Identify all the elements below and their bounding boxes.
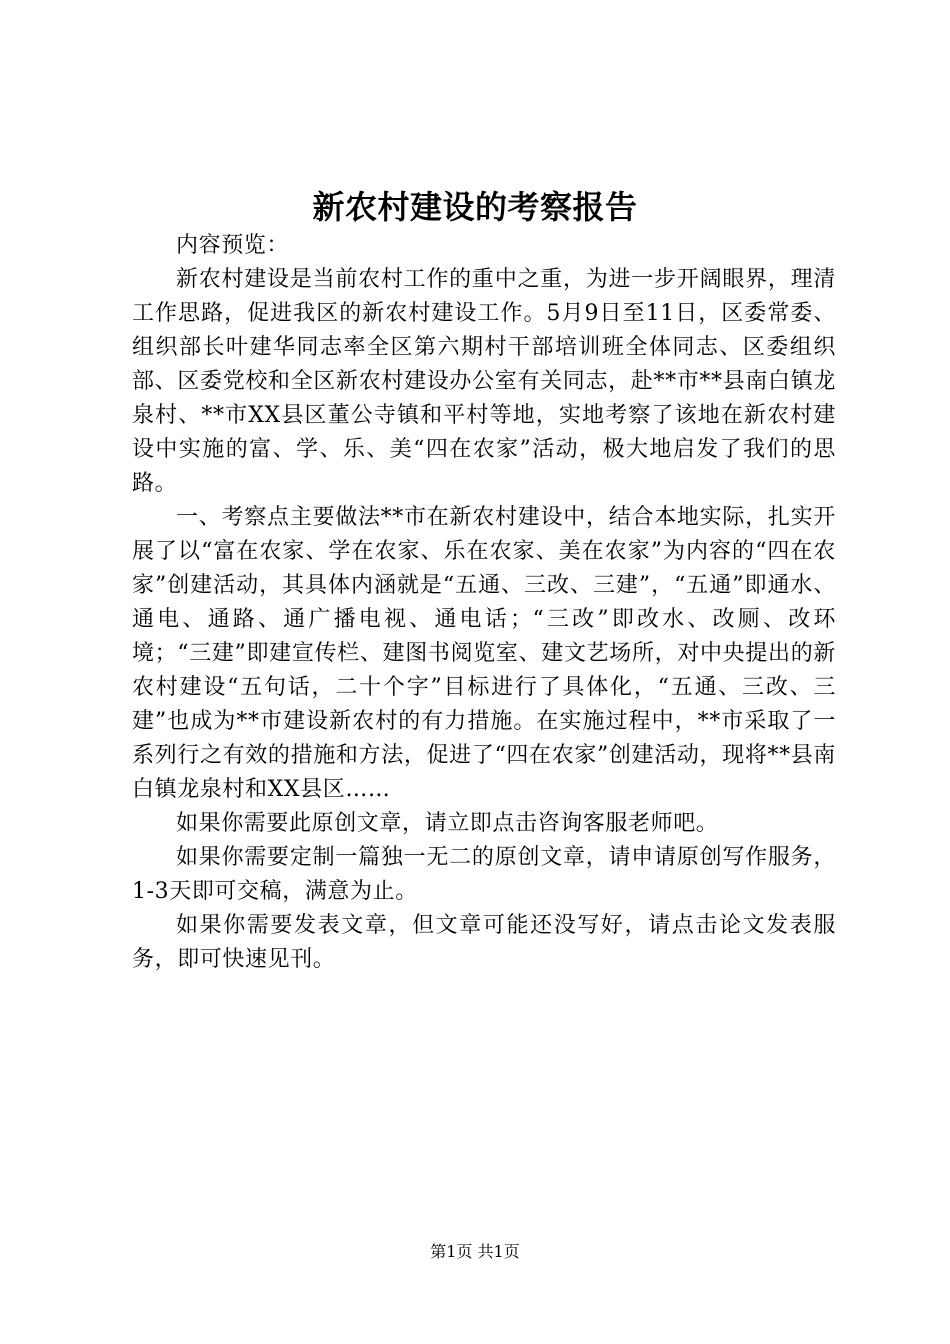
paragraph-publishing-cta: 如果你需要发表文章，但文章可能还没写好，请点击论文发表服务，即可快速见刊。 bbox=[132, 913, 836, 972]
page-number-footer: 第1页 共1页 bbox=[430, 1242, 520, 1261]
document-title: 新农村建设的考察报告 bbox=[312, 188, 638, 226]
paragraph-intro: 新农村建设是当前农村工作的重中之重，为进一步开阔眼界，理清工作思路，促进我区的新农村建设工作。5月9日至11日，区委常委、组织部长叶建华同志率全区第六期村干部培训班全体同志、区委组织部、区委党校和全区新农村建设办公室有关同志，赴**市**县南白镇龙泉村、**市XX县区董公寺镇和平村等地，实地考察了该地在新农村建设中实施的富、学、乐、美“四在农家”活动，极大地启发了我们的思路。 bbox=[132, 267, 836, 496]
document-body bbox=[132, 229, 836, 977]
paragraph-consult-cta: 如果你需要此原创文章，请立即点击咨询客服老师吧。 bbox=[176, 811, 719, 836]
preview-label: 内容预览： bbox=[176, 233, 290, 258]
paragraph-practices: 一、考察点主要做法**市在新农村建设中，结合本地实际，扎实开展了以“富在农家、学在农家、乐在农家、美在农家”为内容的“四在农家”创建活动，其具体内涵就是“五通、三改、三建”，“五通”即通水、通电、通路、通广播电视、通电话；“三改”即改水、改厕、改环境；“三建”即建宣传栏、建图书阅览室、建文艺场所，对中央提出的新农村建设“五句话，二十个字”目标进行了具体化，“五通、三改、三建”也成为**市建设新农村的有力措施。在实施过程中，**市采取了一系列行之有效的措施和方法，促进了“四在农家”创建活动，现将**县南白镇龙泉村和XX县区…… bbox=[132, 505, 836, 802]
paragraph-custom-writing-cta: 如果你需要定制一篇独一无二的原创文章，请申请原创写作服务，1-3天即可交稿，满意为止。 bbox=[132, 845, 836, 904]
